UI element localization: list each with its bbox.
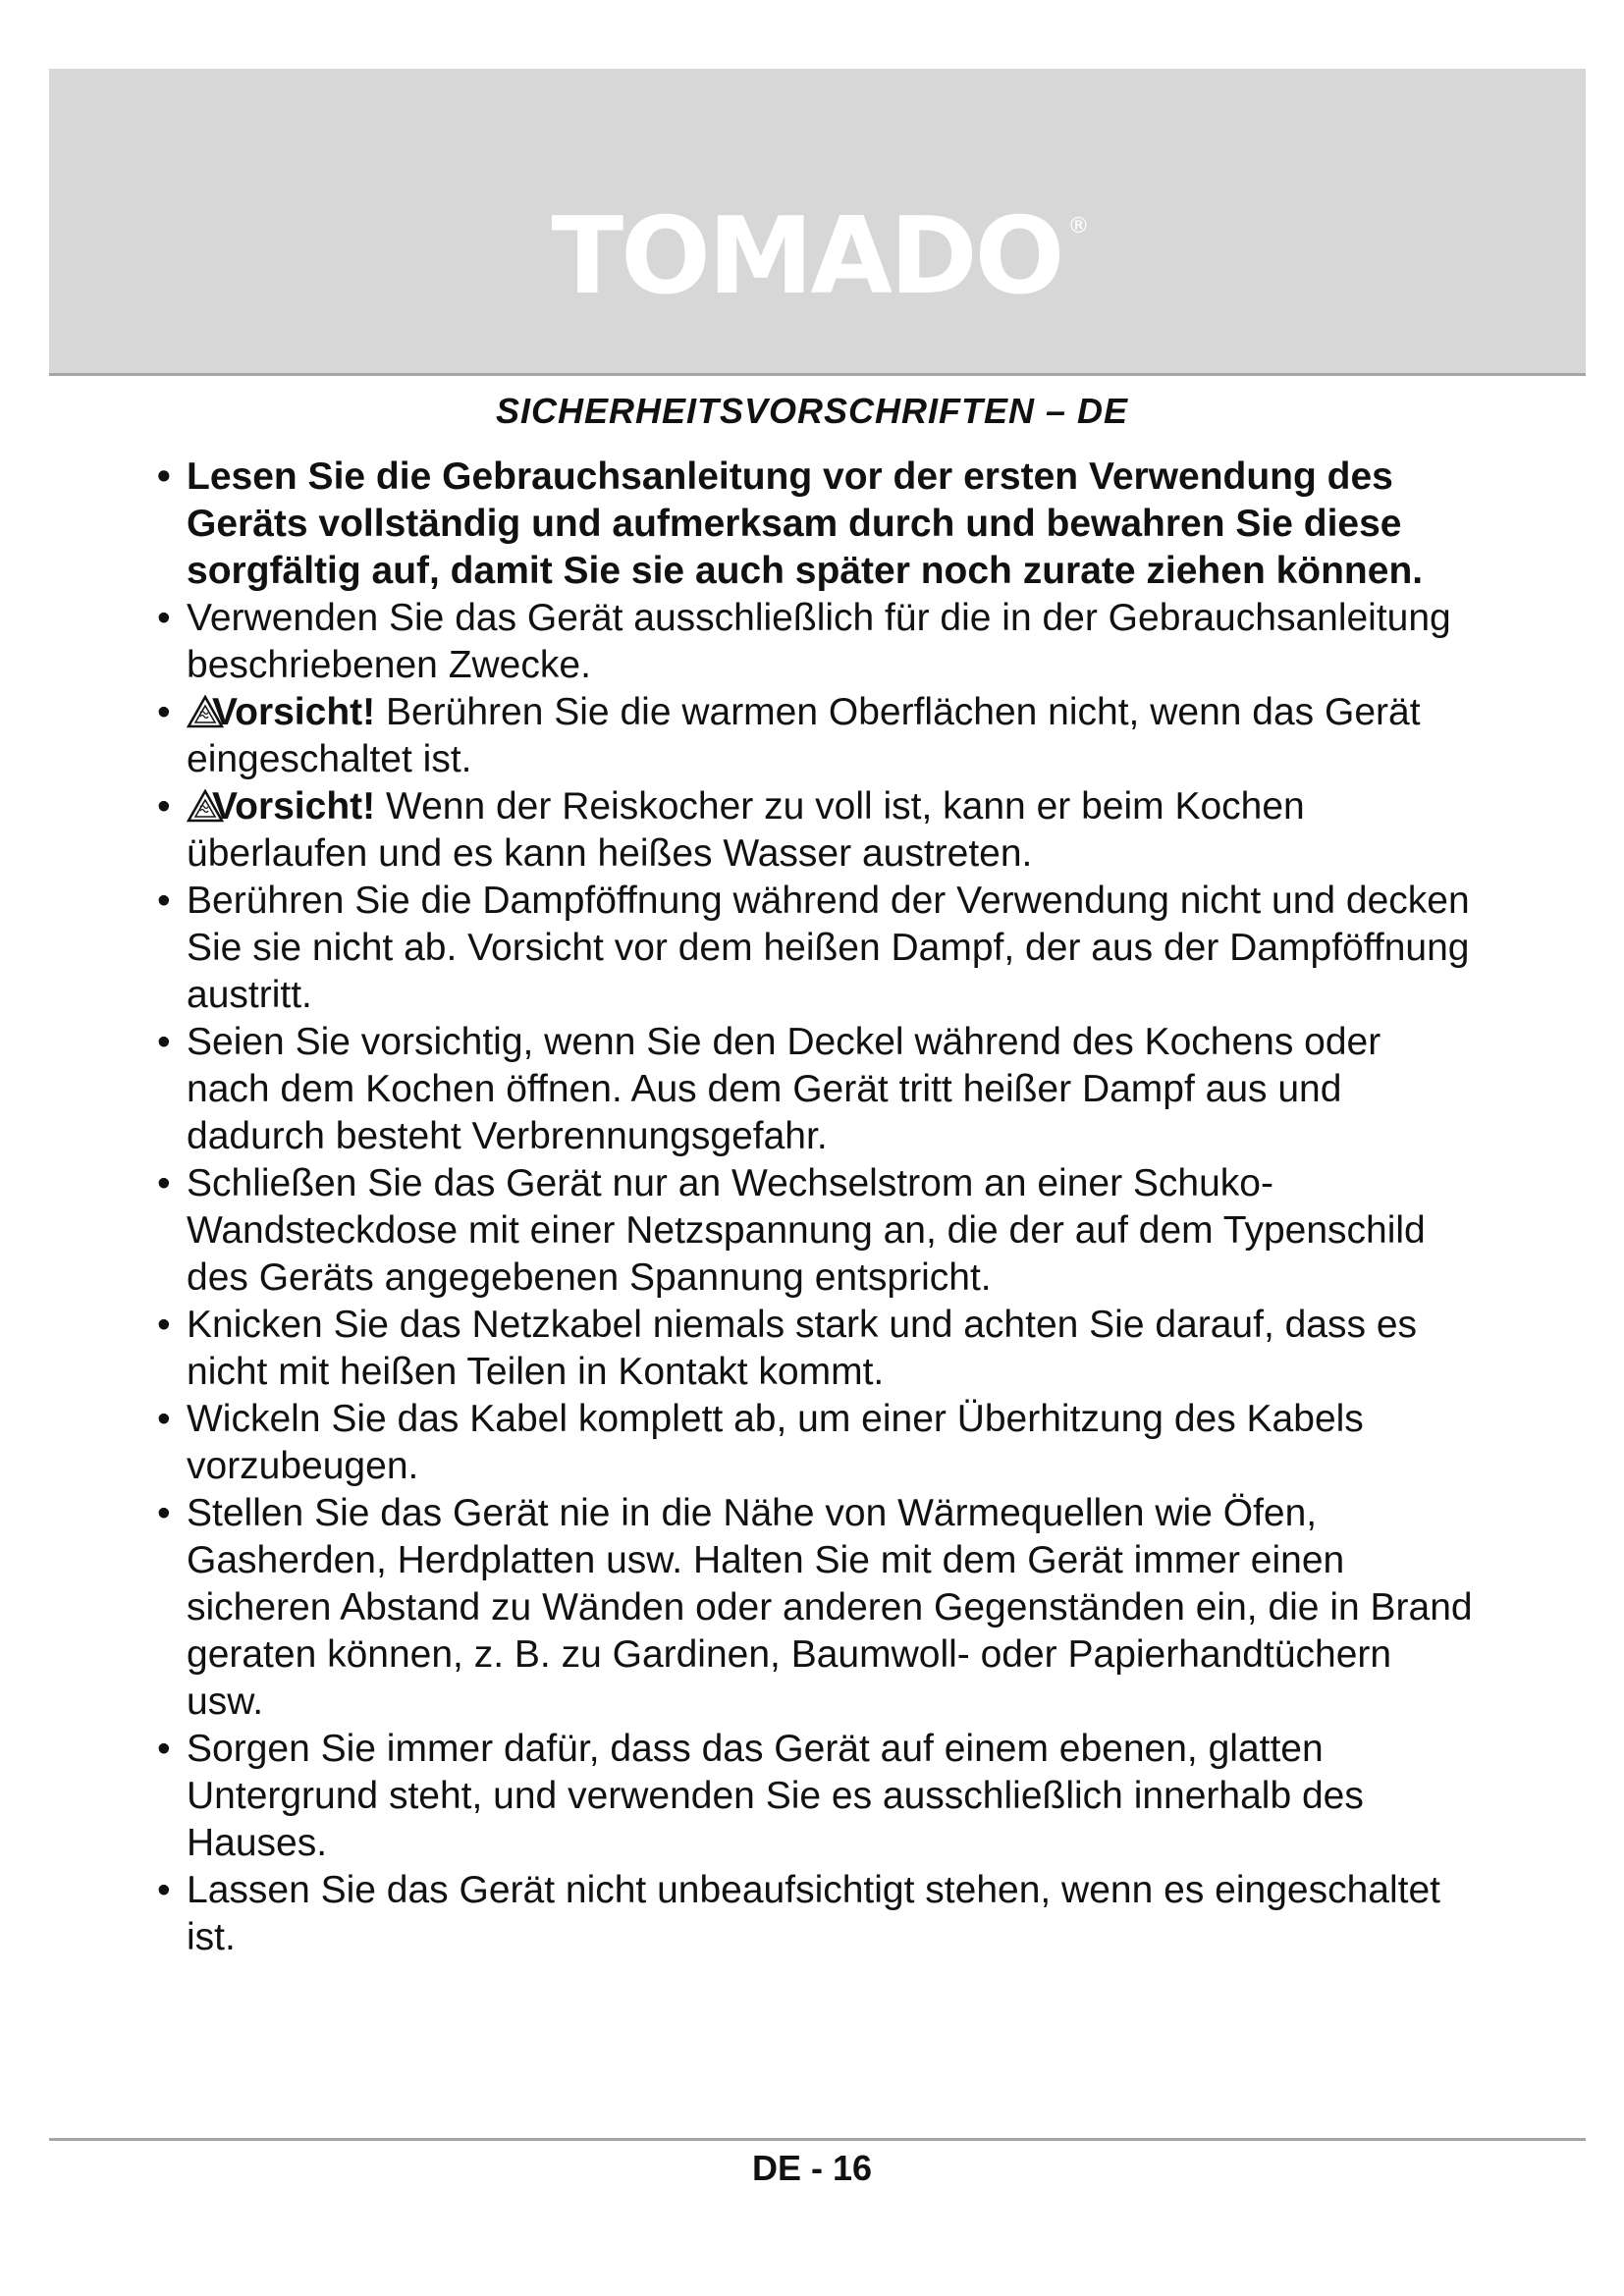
rule-text: Lassen Sie das Gerät nicht unbeaufsichtigt stehen, wenn es eingeschaltet ist. <box>187 1869 1440 1958</box>
rule-text: Lesen Sie die Gebrauchsanleitung vor der ersten Verwendung des Geräts vollständig und aufmerksam durch und bewahren Sie diese sorgfältig auf, damit Sie sie auch später noch zurate ziehen können. <box>187 455 1424 592</box>
bullet: • <box>157 1021 171 1063</box>
list-item <box>157 1490 1473 1726</box>
bullet: • <box>157 1728 171 1770</box>
brand-name: TOMADO <box>551 195 1062 318</box>
rule-text: Sorgen Sie immer dafür, dass das Gerät auf einem ebenen, glatten Untergrund steht, und verwenden Sie es ausschließlich innerhalb des Hauses. <box>187 1728 1364 1864</box>
rule-text: Wickeln Sie das Kabel komplett ab, um einer Überhitzung des Kabels vorzubeugen. <box>187 1398 1364 1487</box>
list-item <box>157 1726 1473 1867</box>
rule-text: Stellen Sie das Gerät nie in die Nähe von Wärmequellen wie Öfen, Gasherden, Herdplatten usw. Halten Sie mit dem Gerät immer einen sicheren Abstand zu Wänden oder anderen Gegenständen ein, die in Brand geraten können, z. B. zu Gardinen, Baumwoll- oder Papierhandtüchern usw. <box>187 1492 1473 1723</box>
header-band <box>49 69 1586 376</box>
rule-text: Schließen Sie das Gerät nur an Wechselstrom an einer Schuko-Wandsteckdose mit einer Netzspannung an, die der auf dem Typenschild des Geräts angegebenen Spannung entspricht. <box>187 1162 1426 1299</box>
bullet: • <box>157 455 171 498</box>
page-number: DE - 16 <box>751 2148 873 2188</box>
footer-divider <box>49 2138 1586 2141</box>
safety-rules-list <box>157 454 1473 1961</box>
list-item <box>157 1396 1473 1490</box>
bullet: • <box>157 597 171 639</box>
list-item <box>157 878 1473 1019</box>
section-title: SICHERHEITSVORSCHRIFTEN – DE <box>495 391 1129 431</box>
warning-label: Vorsicht! <box>212 785 376 828</box>
rule-text: Seien Sie vorsichtig, wenn Sie den Deckel während des Kochens oder nach dem Kochen öffnen. Aus dem Gerät tritt heißer Dampf aus und dadurch besteht Verbrennungsgefahr. <box>187 1021 1381 1157</box>
rule-text: Verwenden Sie das Gerät ausschließlich für die in der Gebrauchsanleitung beschriebenen Zwecke. <box>187 597 1451 686</box>
rule-text: Knicken Sie das Netzkabel niemals stark und achten Sie darauf, dass es nicht mit heißen Teilen in Kontakt kommt. <box>187 1304 1418 1393</box>
brand-logo <box>49 195 1586 318</box>
list-item <box>157 1019 1473 1160</box>
bullet: • <box>157 1398 171 1440</box>
list-item <box>157 1867 1473 1961</box>
rule-text: Berühren Sie die Dampföffnung während der Verwendung nicht und decken Sie sie nicht ab. Vorsicht vor dem heißen Dampf, der aus der Dampföffnung austritt. <box>187 880 1470 1016</box>
registered-mark: ® <box>1067 214 1090 239</box>
bullet: • <box>157 1304 171 1346</box>
list-item <box>157 1302 1473 1396</box>
bullet: • <box>157 1492 171 1534</box>
warning-label: Vorsicht! <box>212 691 376 733</box>
bullet: • <box>157 1162 171 1204</box>
bullet: • <box>157 880 171 922</box>
rule-text: Berühren Sie die warmen Oberflächen nicht, wenn das Gerät eingeschaltet ist. <box>187 691 1421 780</box>
list-item <box>157 1160 1473 1302</box>
list-item <box>157 454 1473 595</box>
list-item <box>157 783 1473 878</box>
list-item <box>157 595 1473 689</box>
bullet: • <box>157 1869 171 1911</box>
bullet: • <box>157 785 171 828</box>
list-item <box>157 689 1473 783</box>
rule-text: Wenn der Reiskocher zu voll ist, kann er beim Kochen überlaufen und es kann heißes Wasser austreten. <box>187 785 1305 875</box>
bullet: • <box>157 691 171 733</box>
